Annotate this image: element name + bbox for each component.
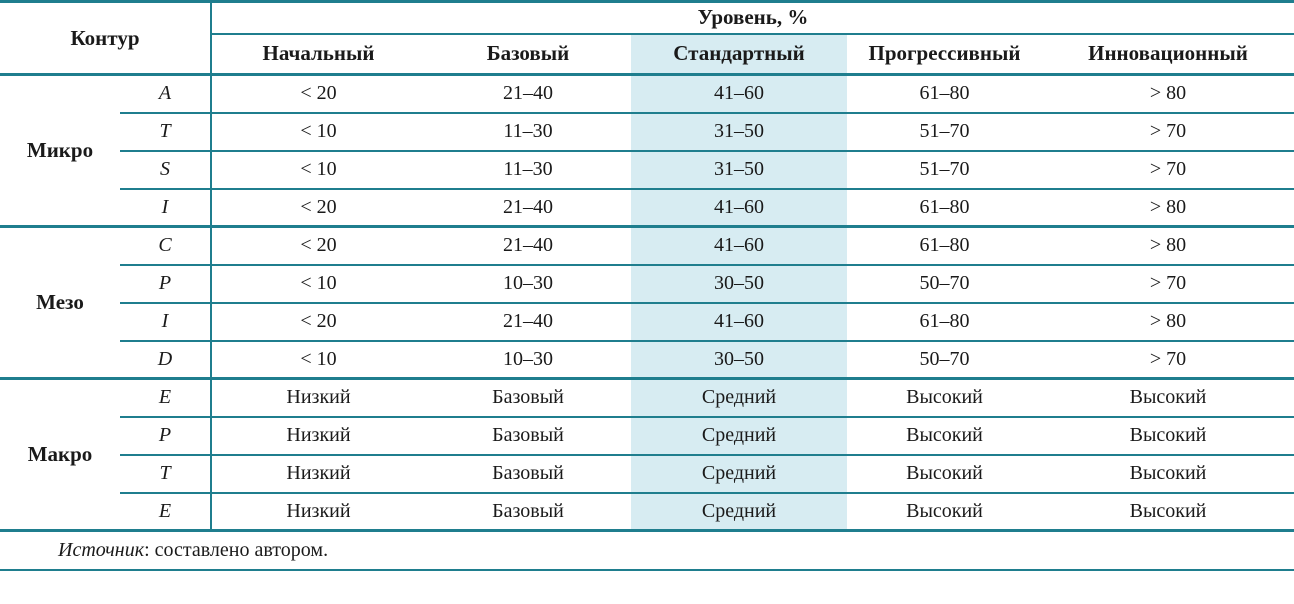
- cell-value: > 70: [1042, 113, 1294, 151]
- cell-value: 11–30: [425, 151, 631, 189]
- cell-value: < 20: [211, 303, 425, 341]
- table-row: [0, 189, 1294, 227]
- source-note-label: Источник: [58, 539, 145, 561]
- cell-value: 41–60: [631, 189, 847, 227]
- cell-value: Средний: [631, 493, 847, 531]
- cell-value: > 80: [1042, 189, 1294, 227]
- cell-value: Высокий: [1042, 493, 1294, 531]
- cell-value: Высокий: [1042, 455, 1294, 493]
- cell-value: 41–60: [631, 227, 847, 265]
- cell-value: 61–80: [847, 303, 1042, 341]
- row-letter: P: [120, 417, 211, 455]
- cell-value: 61–80: [847, 75, 1042, 113]
- table-row: [0, 75, 1294, 113]
- cell-value: Низкий: [211, 417, 425, 455]
- cell-value: 50–70: [847, 341, 1042, 379]
- cell-value: 41–60: [631, 303, 847, 341]
- cell-value: 51–70: [847, 151, 1042, 189]
- cell-value: Средний: [631, 379, 847, 417]
- cell-value: Базовый: [425, 417, 631, 455]
- cell-value: Высокий: [847, 417, 1042, 455]
- table-row: [0, 417, 1294, 455]
- group-label-mezo: Мезо: [0, 227, 120, 379]
- table-row: [0, 303, 1294, 341]
- cell-value: > 70: [1042, 341, 1294, 379]
- cell-value: Низкий: [211, 493, 425, 531]
- row-letter: S: [120, 151, 211, 189]
- cell-value: < 10: [211, 341, 425, 379]
- source-note-text: : составлено автором.: [144, 539, 329, 561]
- row-letter: P: [120, 265, 211, 303]
- table-row: [0, 379, 1294, 417]
- cell-value: Базовый: [425, 379, 631, 417]
- cell-value: > 70: [1042, 265, 1294, 303]
- row-letter: T: [120, 455, 211, 493]
- cell-value: 10–30: [425, 265, 631, 303]
- cell-value: Средний: [631, 417, 847, 455]
- cell-value: 31–50: [631, 113, 847, 151]
- cell-value: 21–40: [425, 189, 631, 227]
- table-row: [0, 265, 1294, 303]
- cell-value: 10–30: [425, 341, 631, 379]
- group-label-mikro: Микро: [0, 75, 120, 227]
- cell-value: 30–50: [631, 341, 847, 379]
- cell-value: Низкий: [211, 455, 425, 493]
- column-header-bazovy: Базовый: [425, 34, 631, 75]
- column-header-standartny: Стандартный: [631, 34, 847, 75]
- cell-value: 31–50: [631, 151, 847, 189]
- cell-value: 30–50: [631, 265, 847, 303]
- cell-value: 21–40: [425, 227, 631, 265]
- cell-value: 41–60: [631, 75, 847, 113]
- row-letter: E: [120, 493, 211, 531]
- cell-value: < 10: [211, 265, 425, 303]
- cell-value: Высокий: [847, 379, 1042, 417]
- row-letter: D: [120, 341, 211, 379]
- cell-value: < 10: [211, 151, 425, 189]
- row-letter: E: [120, 379, 211, 417]
- cell-value: Средний: [631, 455, 847, 493]
- cell-value: Базовый: [425, 493, 631, 531]
- cell-value: > 80: [1042, 75, 1294, 113]
- row-letter: I: [120, 303, 211, 341]
- cell-value: > 80: [1042, 227, 1294, 265]
- source-note: [0, 532, 1294, 571]
- row-letter: T: [120, 113, 211, 151]
- table-row: [0, 455, 1294, 493]
- cell-value: > 80: [1042, 303, 1294, 341]
- cell-value: < 20: [211, 75, 425, 113]
- table-row: [0, 113, 1294, 151]
- cell-value: 11–30: [425, 113, 631, 151]
- column-header-progressivny: Прогрессивный: [847, 34, 1042, 75]
- cell-value: 61–80: [847, 189, 1042, 227]
- cell-value: Высокий: [1042, 417, 1294, 455]
- level-header: Уровень, %: [211, 2, 1294, 34]
- column-header-innovatsionny: Инновационный: [1042, 34, 1294, 75]
- table-row: [0, 341, 1294, 379]
- cell-value: Базовый: [425, 455, 631, 493]
- cell-value: 51–70: [847, 113, 1042, 151]
- cell-value: Высокий: [847, 455, 1042, 493]
- cell-value: 21–40: [425, 303, 631, 341]
- table-row: [0, 493, 1294, 531]
- contour-header: Контур: [0, 2, 211, 75]
- column-header-nachalny: Начальный: [211, 34, 425, 75]
- cell-value: 50–70: [847, 265, 1042, 303]
- cell-value: 21–40: [425, 75, 631, 113]
- cell-value: < 20: [211, 227, 425, 265]
- row-letter: A: [120, 75, 211, 113]
- cell-value: 61–80: [847, 227, 1042, 265]
- row-letter: I: [120, 189, 211, 227]
- cell-value: > 70: [1042, 151, 1294, 189]
- table-row: [0, 151, 1294, 189]
- group-label-makro: Макро: [0, 379, 120, 531]
- cell-value: Низкий: [211, 379, 425, 417]
- cell-value: Высокий: [1042, 379, 1294, 417]
- row-letter: C: [120, 227, 211, 265]
- cell-value: Высокий: [847, 493, 1042, 531]
- cell-value: < 10: [211, 113, 425, 151]
- table-row: [0, 227, 1294, 265]
- cell-value: < 20: [211, 189, 425, 227]
